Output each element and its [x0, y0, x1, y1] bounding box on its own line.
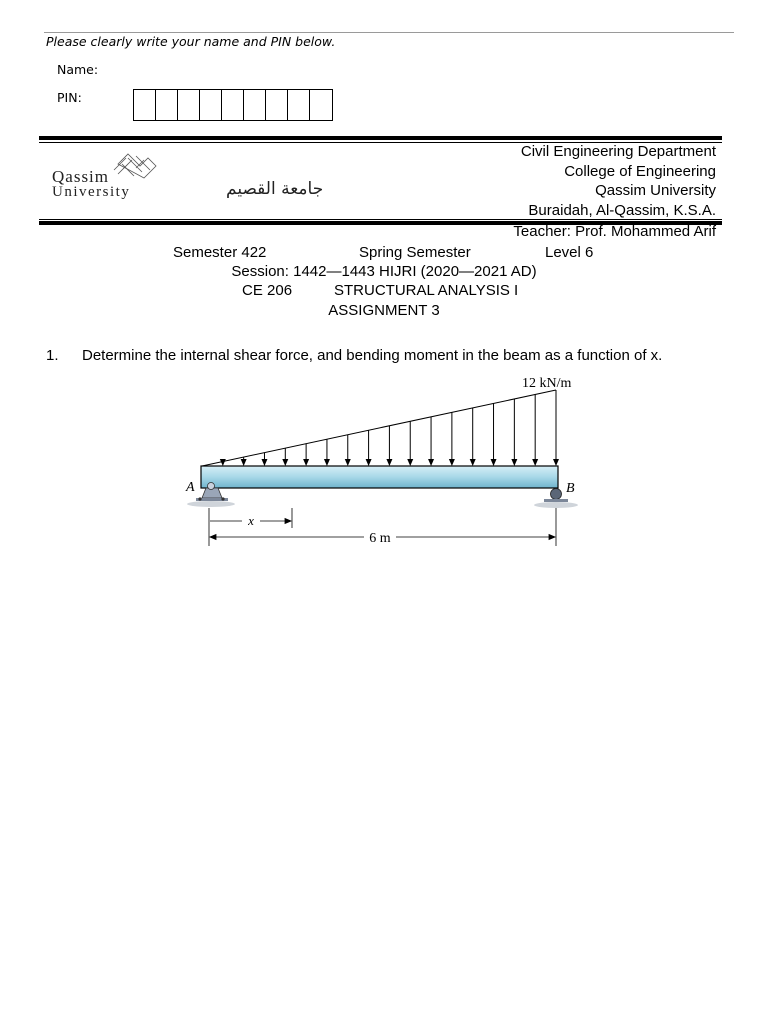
level-label: Level 6: [545, 244, 594, 261]
load-arrow-head: [282, 459, 288, 466]
pin-entry-boxes[interactable]: [133, 89, 333, 121]
question-text: Determine the internal shear force, and bending moment in the beam as a function of x.: [82, 347, 663, 364]
pin-cell[interactable]: [178, 90, 200, 120]
question-1: [46, 347, 662, 364]
load-arrow-head: [553, 459, 559, 466]
instructions-text: Please clearly write your name and PIN below.: [46, 34, 336, 49]
assignment-title: ASSIGNMENT 3: [328, 302, 440, 319]
load-arrow-head: [220, 459, 226, 466]
load-arrow-head: [261, 459, 267, 466]
university-line: Qassim University: [595, 182, 716, 199]
pin-cell[interactable]: [310, 90, 332, 120]
load-arrow-head: [532, 459, 538, 466]
beam-diagram: [180, 368, 600, 553]
course-code: CE 206: [242, 282, 293, 299]
svg-text:University: University: [52, 184, 131, 200]
question-number: 1.: [46, 347, 59, 364]
x-label: x: [248, 513, 254, 528]
load-arrow-head: [511, 459, 517, 466]
load-arrow-head: [241, 459, 247, 466]
load-label: 12 kN/m: [522, 376, 572, 391]
department-line: Civil Engineering Department: [520, 143, 716, 160]
top-rule: [44, 32, 734, 33]
header-rule-bottom-thin: [39, 219, 722, 220]
location-line: Buraidah, Al-Qassim, K.S.A.: [528, 201, 716, 219]
support-b-label: B: [566, 481, 575, 496]
load-envelope-line: [202, 390, 556, 466]
pin-cell[interactable]: [266, 90, 288, 120]
distributed-load-arrows: [220, 390, 559, 466]
load-arrow-head: [366, 459, 372, 466]
college-line: College of Engineering: [564, 162, 716, 180]
institution-block: [521, 142, 716, 220]
support-a-label: A: [186, 480, 195, 495]
svg-text:جامعة القصيم: جامعة القصيم: [226, 179, 324, 199]
load-arrow-head: [470, 459, 476, 466]
pin-cell[interactable]: [156, 90, 178, 120]
span-label: 6 m: [369, 531, 391, 546]
qassim-university-logo: [48, 150, 324, 202]
load-arrow-head: [324, 459, 330, 466]
semester-label: Semester 422: [173, 244, 267, 261]
teacher-line: Teacher: Prof. Mohammed Arif: [513, 223, 716, 240]
pin-label: PIN:: [57, 90, 82, 105]
load-arrow-head: [407, 459, 413, 466]
load-arrow-head: [491, 459, 497, 466]
pin-cell[interactable]: [200, 90, 222, 120]
load-arrow-head: [386, 459, 392, 466]
header-rule-top: [39, 136, 722, 140]
pin-cell[interactable]: [244, 90, 266, 120]
name-label: Name:: [57, 62, 99, 77]
load-arrow-head: [345, 459, 351, 466]
beam: [201, 466, 558, 488]
load-arrow-head: [303, 459, 309, 466]
pin-cell[interactable]: [288, 90, 310, 120]
pin-cell[interactable]: [134, 90, 156, 120]
load-arrow-head: [428, 459, 434, 466]
load-arrow-head: [449, 459, 455, 466]
session-line: Session: 1442—1443 HIJRI (2020—2021 AD): [231, 263, 537, 280]
term-label: Spring Semester: [359, 244, 471, 261]
svg-text:Qassim: Qassim: [52, 167, 109, 186]
pin-cell[interactable]: [222, 90, 244, 120]
course-title: STRUCTURAL ANALYSIS I: [334, 282, 519, 299]
